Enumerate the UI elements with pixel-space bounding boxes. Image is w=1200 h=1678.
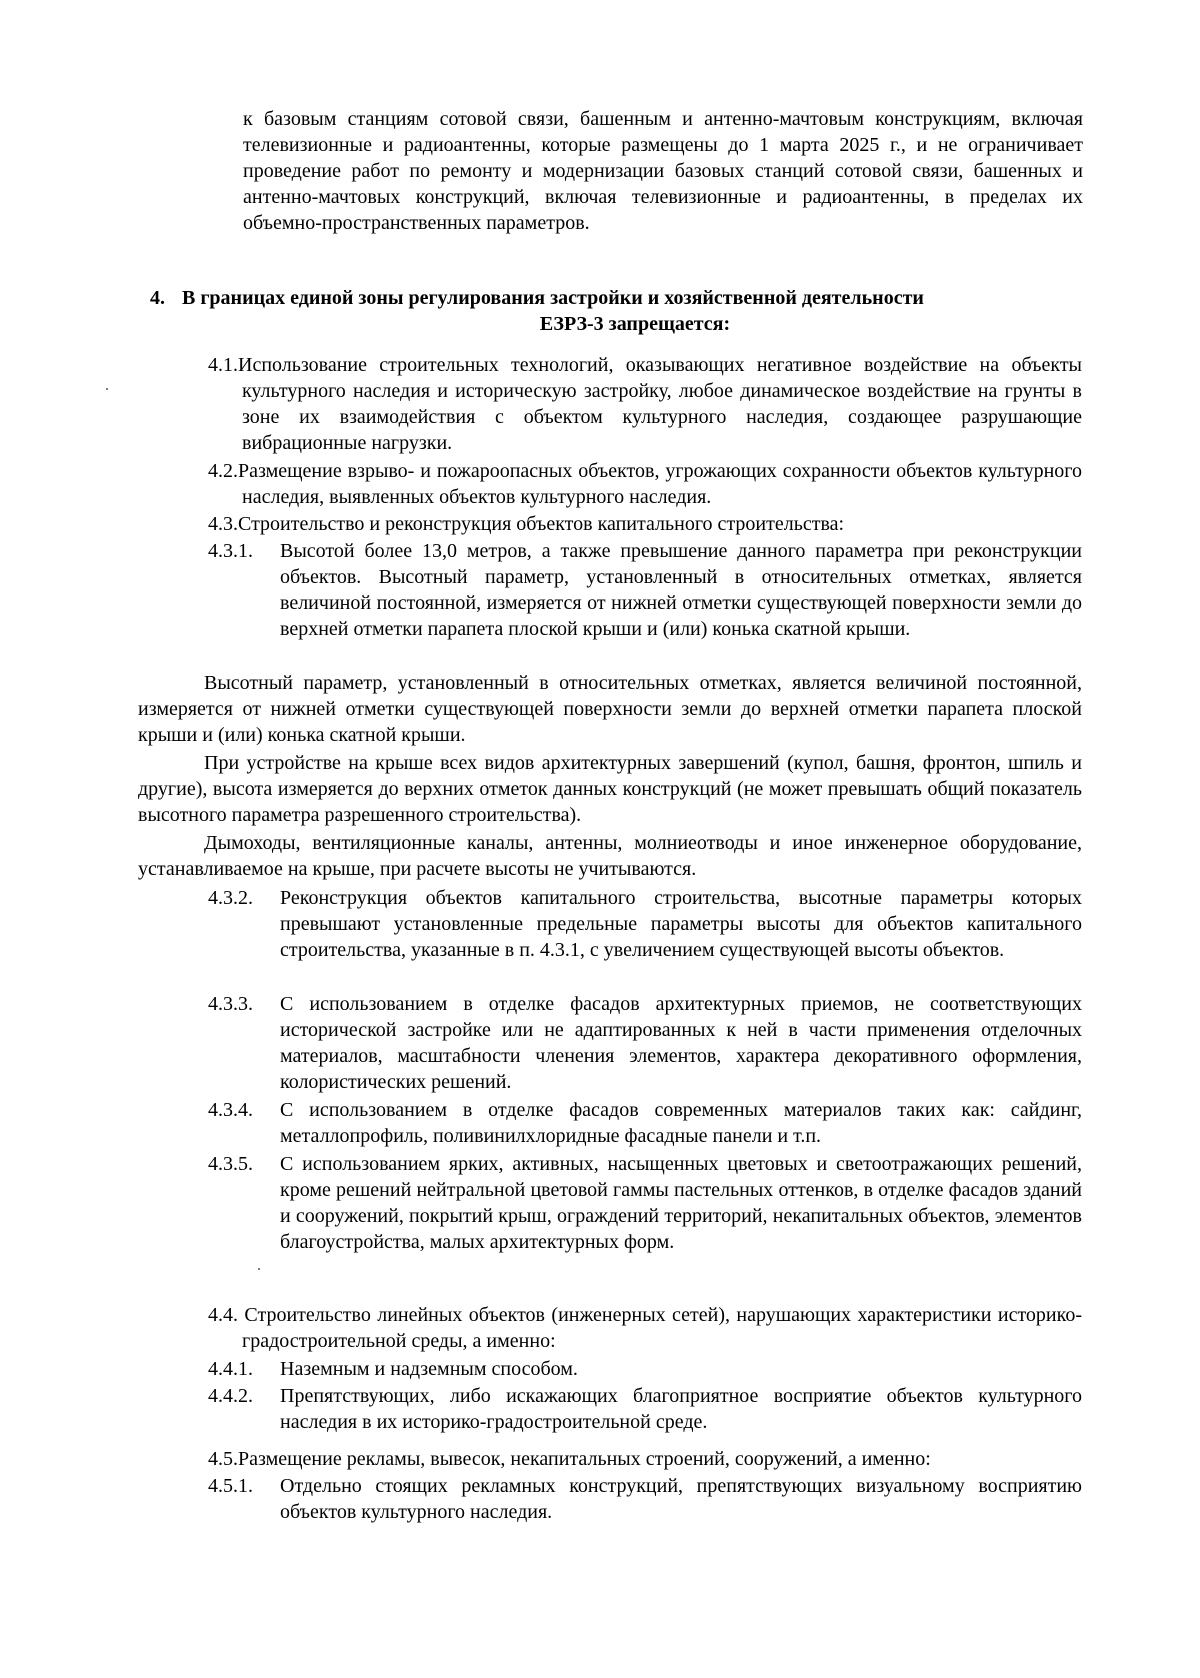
item-4-3-1-number: 4.3.1. bbox=[208, 540, 253, 562]
item-4-3 bbox=[208, 511, 1082, 537]
item-4-2 bbox=[208, 458, 1082, 510]
item-4-5-text: Размещение рекламы, вывесок, некапитальных строений, сооружений, а именно: bbox=[238, 1448, 931, 1470]
item-4-3-5-number: 4.3.5. bbox=[208, 1153, 253, 1175]
paragraph-chimneys: Дымоходы, вентиляционные каналы, антенны, молниеотводы и иное инженерное оборудование, устанавливаемое на крыше, при расчете высоты не учитываются. bbox=[138, 832, 1082, 880]
item-4-1-text: Использование строительных технологий, оказывающих негативное воздействие на объекты культурного наследия и историческую застройку, любое динамическое воздействие на грунты в зоне их взаимодействия с объектом культурного наследия, создающее разрушающие вибрационные нагрузки. bbox=[238, 354, 1082, 454]
item-4-3-2-text: Реконструкция объектов капитального строительства, высотные параметры которых превышают установленные предельные параметры высоты для объектов капитального строительства, указанные в п. 4.3.1, с увеличением существующей высоты объектов. bbox=[280, 887, 1082, 961]
item-4-3-3-number: 4.3.3. bbox=[208, 993, 253, 1015]
item-4-3-3-text: С использованием в отделке фасадов архитектурных приемов, не соответствующих исторической застройке или не адаптированных к ней в части применения отделочных материалов, масштабности членения элементов, характера декоративного оформления, колористических решений. bbox=[280, 993, 1082, 1093]
item-4-1-number: 4.1. bbox=[208, 354, 238, 376]
item-4-3-2 bbox=[208, 885, 1082, 963]
item-4-4 bbox=[208, 1302, 1082, 1354]
item-4-5-1-number: 4.5.1. bbox=[208, 1475, 253, 1497]
item-4-4-1-text: Наземным и надземным способом. bbox=[280, 1358, 578, 1380]
item-4-4-text: Строительство линейных объектов (инженерных сетей), нарушающих характеристики историко-градостроительной среды, а именно: bbox=[242, 1304, 1082, 1352]
item-4-4-2-number: 4.4.2. bbox=[208, 1385, 253, 1407]
section-4-heading bbox=[150, 285, 1080, 337]
item-4-4-2-text: Препятствующих, либо искажающих благоприятное восприятие объектов культурного наследия в их историко-градостроительной среде. bbox=[280, 1385, 1082, 1433]
item-4-3-1-text: Высотой более 13,0 метров, а также превышение данного параметра при реконструкции объектов. Высотный параметр, установленный в относительных отметках, является величиной постоянной, измеряется от нижней отметки существующей поверхности земли до верхней отметки парапета плоской крыши и (или) конька скатной крыши. bbox=[280, 540, 1082, 640]
scan-speck bbox=[106, 388, 108, 390]
item-4-4-1 bbox=[208, 1356, 1082, 1382]
item-4-3-2-number: 4.3.2. bbox=[208, 887, 253, 909]
item-4-4-1-number: 4.4.1. bbox=[208, 1358, 253, 1380]
item-4-5-1 bbox=[208, 1473, 1082, 1525]
item-4-3-3 bbox=[208, 991, 1082, 1095]
item-4-1 bbox=[208, 352, 1082, 456]
item-4-4-number: 4.4. bbox=[208, 1304, 238, 1326]
paragraph-height-parameter: Высотный параметр, установленный в относительных отметках, является величиной постоянной, измеряется от нижней отметки существующей поверхности земли до верхней отметки парапета плоской крыши и (или) конька скатной крыши. bbox=[138, 672, 1082, 746]
item-4-2-number: 4.2. bbox=[208, 460, 238, 482]
item-4-2-text: Размещение взрыво- и пожароопасных объектов, угрожающих сохранности объектов культурного наследия, выявленных объектов культурного наследия. bbox=[238, 460, 1082, 508]
section-4-heading-line1: В границах единой зоны регулирования застройки и хозяйственной деятельности bbox=[182, 287, 924, 309]
paragraph-roof-structures: При устройстве на крыше всех видов архитектурных завершений (купол, башня, фронтон, шпиль и другие), высота измеряется до верхних отметок данных конструкций (не может превышать общий показатель высотного параметра разрешенного строительства). bbox=[138, 752, 1082, 826]
item-4-3-5-text: С использованием ярких, активных, насыщенных цветовых и светоотражающих решений, кроме решений нейтральной цветовой гаммы пастельных оттенков, в отделке фасадов зданий и сооружений, покрытий крыш, ограждений территорий, некапитальных объектов, элементов благоустройства, малых архитектурных форм. bbox=[280, 1153, 1082, 1253]
item-4-4-2 bbox=[208, 1383, 1082, 1435]
item-4-3-5 bbox=[208, 1151, 1082, 1255]
item-4-3-number: 4.3. bbox=[208, 513, 238, 535]
item-4-5 bbox=[208, 1446, 1082, 1472]
item-4-5-number: 4.5. bbox=[208, 1448, 238, 1470]
intro-paragraph: к базовым станциям сотовой связи, башенным и антенно-мачтовым конструкциям, включая телевизионные и радиоантенны, которые размещены до 1 марта 2025 г., и не ограничивает проведение работ по ремонту и модернизации базовых станций сотовой связи, башенных и антенно-мачтовых конструкций, включая телевизионные и радиоантенны, в пределах их объемно-пространственных параметров. bbox=[243, 108, 1083, 234]
item-4-3-4-number: 4.3.4. bbox=[208, 1099, 253, 1121]
section-4-number: 4. bbox=[150, 287, 165, 309]
item-4-3-4-text: С использованием в отделке фасадов современных материалов таких как: сайдинг, металлопрофиль, поливинилхлоридные фасадные панели и т.п. bbox=[280, 1099, 1082, 1147]
section-4-heading-line2: ЕЗРЗ-3 запрещается: bbox=[539, 313, 731, 335]
item-4-5-1-text: Отдельно стоящих рекламных конструкций, препятствующих визуальному восприятию объектов культурного наследия. bbox=[280, 1475, 1082, 1523]
item-4-3-text: Строительство и реконструкция объектов капитального строительства: bbox=[238, 513, 845, 535]
scan-speck bbox=[258, 1268, 260, 1270]
item-4-3-4 bbox=[208, 1097, 1082, 1149]
item-4-3-1 bbox=[208, 538, 1082, 642]
